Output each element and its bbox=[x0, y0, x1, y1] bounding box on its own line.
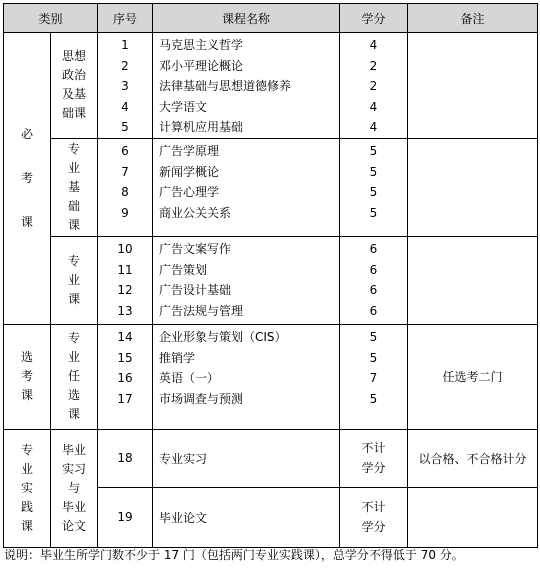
course-credits: 4 bbox=[369, 38, 378, 52]
subcategory-label: 专 业 课 bbox=[51, 236, 98, 324]
table-row bbox=[4, 324, 538, 429]
course-name: 专业实习 bbox=[153, 429, 340, 487]
subcategory-label: 专 业 任 选 课 bbox=[51, 324, 98, 429]
course-number: 17 bbox=[117, 391, 133, 406]
course-credits: 6 bbox=[369, 303, 378, 318]
category-practice: 专 业 实 践 课 bbox=[4, 429, 51, 547]
course-number: 3 bbox=[121, 79, 129, 94]
course-credits: 5 bbox=[369, 164, 378, 179]
course-credits: 5 bbox=[369, 185, 378, 200]
course-name-cell bbox=[153, 236, 340, 324]
course-credits: 4 bbox=[369, 120, 378, 135]
course-number: 18 bbox=[98, 429, 153, 487]
category-required bbox=[4, 33, 51, 325]
vertical-label-char: 课 bbox=[20, 215, 33, 230]
course-credits: 6 bbox=[369, 283, 378, 298]
remarks-cell bbox=[408, 138, 538, 236]
course-name: 毕业论文 bbox=[153, 487, 340, 547]
course-name: 马克思主义哲学 bbox=[159, 38, 244, 52]
course-number: 13 bbox=[117, 303, 133, 318]
course-number: 15 bbox=[117, 350, 133, 365]
course-name: 企业形象与策划（CIS） bbox=[159, 329, 287, 344]
table-row bbox=[4, 33, 538, 139]
course-credits: 5 bbox=[369, 350, 378, 365]
number-cell bbox=[98, 33, 153, 139]
course-name: 商业公关关系 bbox=[159, 205, 232, 220]
course-name: 广告心理学 bbox=[159, 185, 220, 200]
course-name: 邓小平理论概论 bbox=[159, 58, 244, 73]
table-row bbox=[4, 429, 538, 487]
course-number: 14 bbox=[117, 329, 133, 344]
course-name-cell bbox=[153, 33, 340, 139]
remarks-cell bbox=[408, 236, 538, 324]
credits-cell bbox=[340, 324, 408, 429]
header-category: 类别 bbox=[4, 4, 98, 33]
course-name-cell bbox=[153, 324, 340, 429]
course-number: 19 bbox=[98, 487, 153, 547]
credits-cell bbox=[340, 33, 408, 139]
course-number: 5 bbox=[121, 120, 129, 135]
header-number: 序号 bbox=[98, 4, 153, 33]
course-credits: 4 bbox=[369, 99, 378, 114]
table-row bbox=[4, 138, 538, 236]
course-name: 英语（一） bbox=[159, 371, 220, 386]
header-remarks: 备注 bbox=[408, 4, 538, 33]
header-course: 课程名称 bbox=[153, 4, 340, 33]
footnote: 说明：毕业生所学门数不少于 17 门（包括两门专业实践课），总学分不得低于 70 分。 bbox=[4, 548, 464, 562]
course-number: 12 bbox=[117, 283, 133, 298]
remarks-cell bbox=[408, 487, 538, 547]
course-name: 推销学 bbox=[159, 350, 196, 365]
course-credits: 5 bbox=[369, 391, 378, 406]
vertical-label-char: 必 bbox=[20, 127, 33, 142]
course-number: 9 bbox=[121, 205, 129, 220]
course-credits: 7 bbox=[369, 371, 378, 386]
course-name: 广告文案写作 bbox=[159, 241, 232, 256]
course-number: 8 bbox=[121, 185, 129, 200]
course-number: 7 bbox=[121, 164, 129, 179]
credits-cell bbox=[340, 138, 408, 236]
number-cell bbox=[98, 324, 153, 429]
category-elective: 选 考 课 bbox=[4, 324, 51, 429]
course-credits: 5 bbox=[369, 205, 378, 220]
curriculum-table bbox=[3, 3, 538, 548]
remarks-cell: 任选考二门 bbox=[408, 324, 538, 429]
vertical-label-char: 考 bbox=[20, 171, 33, 186]
header-credits: 学分 bbox=[340, 4, 408, 33]
table-row bbox=[4, 236, 538, 324]
header-row bbox=[4, 4, 538, 33]
course-number: 1 bbox=[121, 38, 129, 52]
course-number: 10 bbox=[117, 241, 133, 256]
course-name: 市场调查与预测 bbox=[159, 391, 244, 406]
course-credits: 5 bbox=[369, 143, 378, 158]
course-name: 广告学原理 bbox=[159, 143, 220, 158]
course-name: 广告策划 bbox=[159, 262, 208, 277]
course-credits: 2 bbox=[369, 58, 378, 73]
course-name: 新闻学概论 bbox=[159, 164, 220, 179]
course-credits: 5 bbox=[369, 329, 378, 344]
credits-cell bbox=[340, 236, 408, 324]
number-cell bbox=[98, 138, 153, 236]
subcategory-label: 思想 政治 及基 础课 bbox=[51, 33, 98, 139]
course-number: 2 bbox=[121, 58, 129, 73]
course-credits: 2 bbox=[369, 79, 378, 94]
remarks-cell: 以合格、不合格计分 bbox=[408, 429, 538, 487]
course-name-cell bbox=[153, 138, 340, 236]
course-credits: 不计 学分 bbox=[340, 487, 408, 547]
course-credits: 不计 学分 bbox=[340, 429, 408, 487]
course-number: 6 bbox=[121, 143, 129, 158]
subcategory-label: 专 业 基 础 课 bbox=[51, 138, 98, 236]
course-number: 11 bbox=[117, 262, 133, 277]
course-name: 大学语文 bbox=[159, 99, 208, 114]
course-number: 4 bbox=[121, 99, 129, 114]
remarks-cell bbox=[408, 33, 538, 139]
course-credits: 6 bbox=[369, 241, 378, 256]
course-credits: 6 bbox=[369, 262, 378, 277]
course-name: 广告设计基础 bbox=[159, 283, 232, 298]
course-name: 法律基础与思想道德修养 bbox=[159, 79, 292, 94]
course-number: 16 bbox=[117, 371, 133, 386]
course-name: 计算机应用基础 bbox=[159, 120, 244, 135]
number-cell bbox=[98, 236, 153, 324]
subcategory-label: 毕业 实习 与 毕业 论文 bbox=[51, 429, 98, 547]
course-name: 广告法规与管理 bbox=[159, 303, 244, 318]
